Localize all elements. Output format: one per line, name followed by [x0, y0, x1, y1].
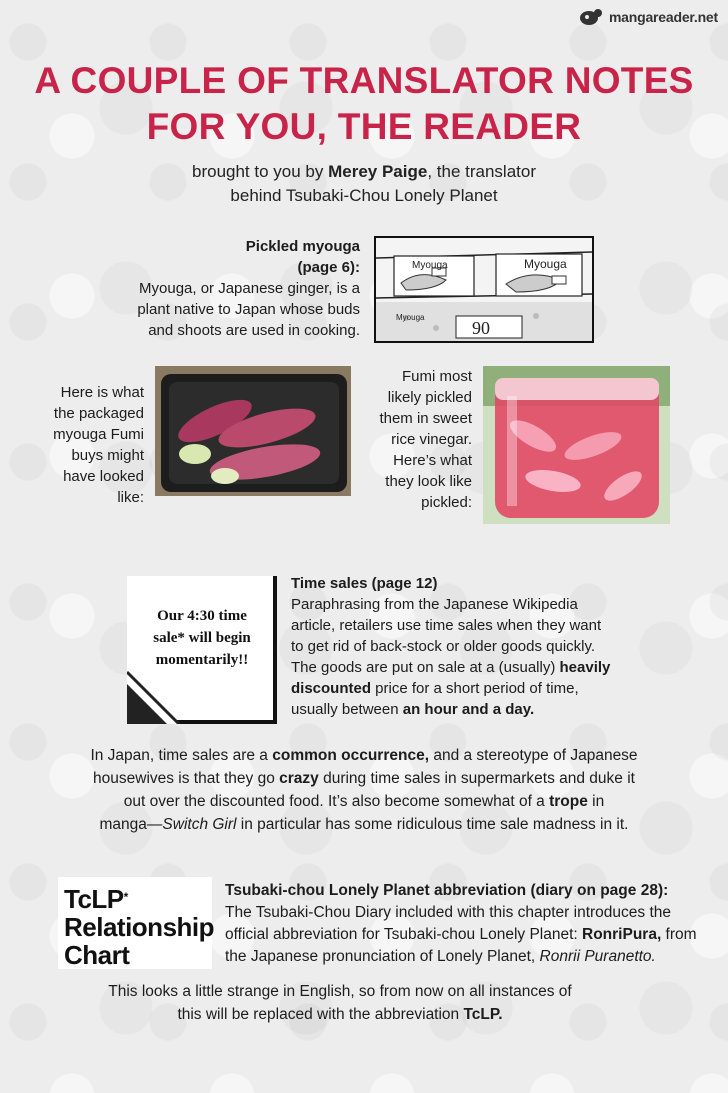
myouga-heading-page: (page 6):	[297, 259, 360, 276]
bold-run: common occurrence,	[272, 747, 430, 764]
box-asterisk: *	[123, 890, 128, 904]
panel-price: 90	[472, 318, 490, 338]
footer-line: This looks a little strange in English, so from now on all instances of	[108, 983, 572, 1000]
bold-run: trope	[549, 793, 588, 810]
italic-run: Switch Girl	[162, 816, 237, 833]
text-run: from	[661, 926, 697, 943]
caption-line: the packaged	[53, 405, 144, 422]
caption-line: them in sweet	[379, 410, 472, 427]
box-text: TcLP	[64, 884, 124, 914]
panel-label-2: Myouga	[524, 257, 567, 271]
text-run: this will be replaced with the abbreviation	[177, 1006, 464, 1023]
text-run: usually between	[291, 701, 403, 718]
timesales-line	[291, 657, 721, 678]
box-line-1	[64, 885, 212, 913]
tclp-line	[225, 946, 725, 968]
tclp-footer	[60, 980, 620, 1026]
text-run: The goods are put on sale at a (usually)	[291, 659, 560, 676]
pickled-caption	[370, 366, 472, 513]
timesales-line: to get rid of back-stock or older goods quickly.	[291, 638, 596, 655]
translator-name: Merey Paige	[328, 162, 428, 181]
text-run: manga—	[99, 816, 163, 833]
timesales-heading: Time sales (page 12)	[291, 575, 438, 592]
text-run: in particular has some ridiculous time sale madness in it.	[236, 816, 629, 833]
timesale-panel-line-1: Our 4:30 time	[157, 608, 247, 624]
text-run: price for a short period of time,	[371, 680, 579, 697]
myouga-body-line: plant native to Japan whose buds	[137, 301, 360, 318]
subtitle-pre: brought to you by	[192, 162, 329, 181]
text-run: housewives is that they go	[93, 770, 280, 787]
site-logo[interactable]	[579, 8, 718, 26]
bold-run: TcLP.	[463, 1006, 503, 1023]
bold-run: heavily	[559, 659, 611, 676]
pickled-myouga-art	[483, 366, 670, 524]
myouga-heading: Pickled myouga	[245, 238, 360, 255]
myouga-manga-panel	[374, 236, 594, 343]
paragraph-line	[0, 744, 728, 767]
caption-line: buys might	[71, 447, 144, 464]
text-run: In Japan, time sales are a	[90, 747, 273, 764]
caption-line: pickled:	[421, 494, 472, 511]
text-run: and a stereotype of Japanese	[429, 747, 638, 764]
caption-line: Here’s what	[393, 452, 472, 469]
subtitle-line-2: behind Tsubaki-Chou Lonely Planet	[230, 186, 498, 205]
bold-run: RonriPura,	[582, 926, 662, 943]
caption-line: they look like	[385, 473, 472, 490]
panel-label-3: Myouga	[396, 313, 425, 322]
paragraph-line	[0, 813, 728, 836]
tclp-line	[225, 924, 725, 946]
text-run: out over the discounted food. It’s also become somewhat of a	[123, 793, 550, 810]
paragraph-line	[0, 767, 728, 790]
text-run: the Japanese pronunciation of Lonely Planet,	[225, 948, 540, 965]
timesale-panel-line-2: sale* will begin	[153, 630, 251, 646]
myouga-body-line: Myouga, or Japanese ginger, is a	[139, 280, 360, 297]
subtitle-line-1	[0, 160, 728, 184]
caption-line: Fumi most	[401, 368, 472, 385]
subtitle	[0, 160, 728, 208]
footer-line	[60, 1003, 620, 1026]
myouga-note	[110, 236, 360, 341]
tclp-relationship-chart-box	[58, 877, 215, 970]
tclp-heading: Tsubaki-chou Lonely Planet abbreviation (diary on page 28):	[225, 882, 669, 899]
text-run: during time sales in supermarkets and duke it	[318, 770, 635, 787]
timesales-line: Paraphrasing from the Japanese Wikipedia	[291, 596, 578, 613]
timesales-note	[291, 573, 721, 720]
caption-line: have looked	[63, 468, 144, 485]
logo-mark-icon	[579, 8, 605, 26]
tclp-note	[225, 880, 725, 968]
timesales-line: article, retailers use time sales when they want	[291, 617, 602, 634]
manga-panel-art	[376, 238, 592, 341]
subtitle-post: , the translator	[427, 162, 536, 181]
timesale-panel-line-3: momentarily!!	[155, 652, 249, 668]
page-title	[0, 58, 728, 150]
caption-line: like:	[117, 489, 144, 506]
tclp-line: The Tsubaki-Chou Diary included with this chapter introduces the	[225, 904, 672, 921]
timesale-manga-panel	[127, 576, 277, 724]
paragraph-line	[0, 790, 728, 813]
title-line-1: A COUPLE OF TRANSLATOR NOTES	[34, 60, 694, 101]
packaged-myouga-photo	[155, 366, 351, 496]
panel-label-1: Myouga	[412, 260, 448, 271]
text-run: official abbreviation for Tsubaki-chou Lonely Planet:	[225, 926, 583, 943]
caption-line: Here is what	[60, 384, 144, 401]
timesales-paragraph-2	[0, 744, 728, 836]
timesales-line	[291, 678, 721, 699]
logo-text: mangareader.net	[608, 9, 718, 25]
text-run: in	[587, 793, 605, 810]
caption-line: myouga Fumi	[53, 426, 144, 443]
pickled-myouga-photo	[483, 366, 670, 524]
box-line-2: Relationship	[64, 912, 215, 942]
title-line-2: FOR YOU, THE READER	[146, 106, 582, 147]
packaged-caption	[40, 382, 144, 508]
myouga-body-line: and shoots are used in cooking.	[148, 322, 360, 339]
bold-run: an hour and a day.	[402, 701, 535, 718]
timesales-line	[291, 699, 721, 720]
bold-run: discounted	[291, 680, 372, 697]
packaged-myouga-art	[155, 366, 351, 496]
timesale-panel-art	[127, 576, 277, 724]
caption-line: rice vinegar.	[391, 431, 472, 448]
box-line-3: Chart	[64, 940, 130, 970]
italic-run: Ronrii Puranetto.	[539, 948, 656, 965]
bold-run: crazy	[279, 770, 319, 787]
caption-line: likely pickled	[387, 389, 472, 406]
